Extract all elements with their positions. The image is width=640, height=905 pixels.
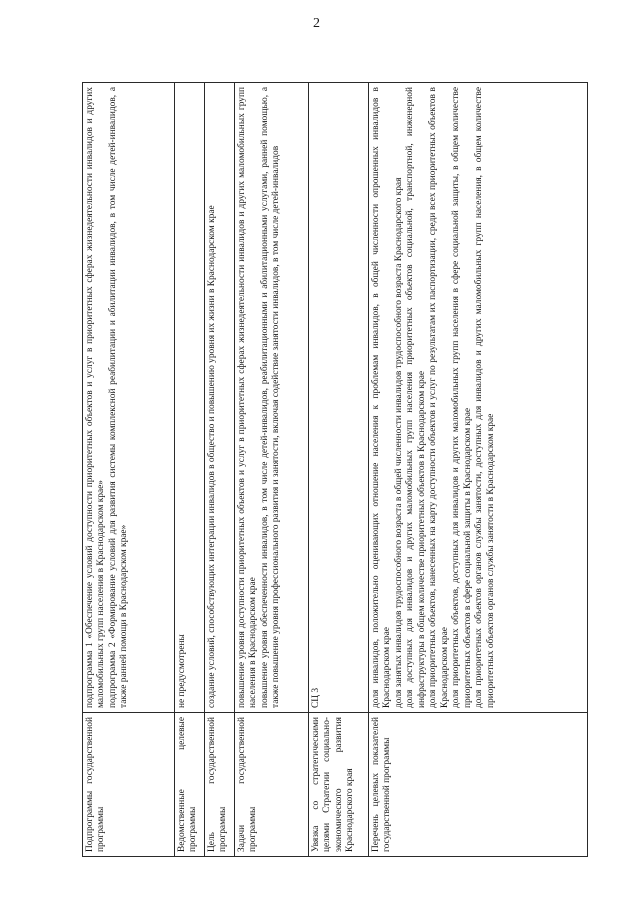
table-row-tasks	[235, 83, 309, 857]
content-line: повышение уровня обеспеченности инвалидов, в том числе детей-инвалидов, реабилитационными и абилитационными услугами, ранней помощью, а также повышение уровня профессионального развития и занятости, включая содействие занятости инвалидов, в том числе детей-инвалидов	[259, 87, 282, 708]
table-row-departmental-programs	[175, 83, 205, 857]
row-content	[369, 83, 588, 713]
row-label: Перечень целевых показателей государственной программы	[369, 713, 588, 857]
content-line: не предусмотрены	[177, 634, 187, 708]
table-row-strategic-link	[309, 83, 369, 857]
row-content	[235, 83, 309, 713]
row-content	[205, 83, 235, 713]
row-content	[83, 83, 175, 713]
row-content	[309, 83, 369, 713]
table-row-indicators	[369, 83, 588, 857]
rotated-table-wrapper	[82, 82, 588, 857]
content-line: доля занятых инвалидов трудоспособного возраста в общей численности инвалидов трудоспособного возраста Краснодарского края	[393, 177, 404, 708]
content-line: подпрограмма 1 «Обеспечение условий доступности приоритетных объектов и услуг в приоритетных сферах жизнедеятельности инвалидов и других маломобильных групп населения в Краснодарском крае»	[85, 87, 107, 708]
content-line: СЦ 3	[311, 687, 321, 708]
row-label: Подпрограммы государственной программы	[83, 713, 175, 857]
page-number: 2	[313, 16, 320, 31]
row-label: Задачи государственной программы	[235, 713, 309, 857]
content-line: повышение уровня доступности приоритетных объектов и услуг в приоритетных сферах жизнедеятельности инвалидов и других маломобильных групп населения в Краснодарском крае	[237, 87, 259, 708]
content-line: доля приоритетных объектов, нанесенных на карту доступности объектов и услуг по результатам их паспортизации, среди всех приоритетных объектов в Краснодарском крае	[428, 87, 450, 708]
table-row-goal	[205, 83, 235, 857]
content-line: доля инвалидов, положительно оценивающих отношение населения к проблемам инвалидов, в общей численности опрошенных инвалидов в Краснодарском крае	[371, 87, 393, 708]
content-line: создание условий, способствующих интеграции инвалидов в общество и повышению уровня их жизни в Краснодарском крае	[207, 205, 217, 708]
row-label: Увязка со стратегическими целями Стратегии социально-экономического развития Краснодарского края	[309, 713, 369, 857]
content-line: подпрограмма 2 «Формирование условий для развития системы комплексной реабилитации и абилитации инвалидов, в том числе детей-инвалидов, а также ранней помощи в Краснодарском крае»	[107, 87, 130, 708]
table-row-subprograms	[83, 83, 175, 857]
content-line: доля доступных для инвалидов и других маломобильных групп населения приоритетных объектов социальной, транспортной, инженерной инфраструктуры в общем количестве приоритетных объектов в Краснодарском крае	[405, 87, 427, 708]
content-line: доля приоритетных объектов органов службы занятости, доступных для инвалидов и других маломобильных групп населения, в общем количестве приоритетных объектов органов службы занятости в Краснодарском крае	[474, 87, 496, 708]
row-label: Цель государственной программы	[205, 713, 235, 857]
content-line: доля приоритетных объектов, доступных для инвалидов и других маломобильных групп населения в сфере социальной защиты, в общем количестве приоритетных объектов в сфере социальной защиты в Краснодарском крае	[451, 87, 473, 708]
row-content	[175, 83, 205, 713]
row-label: Ведомственные целевые программы	[175, 713, 205, 857]
program-passport-table	[82, 82, 588, 857]
